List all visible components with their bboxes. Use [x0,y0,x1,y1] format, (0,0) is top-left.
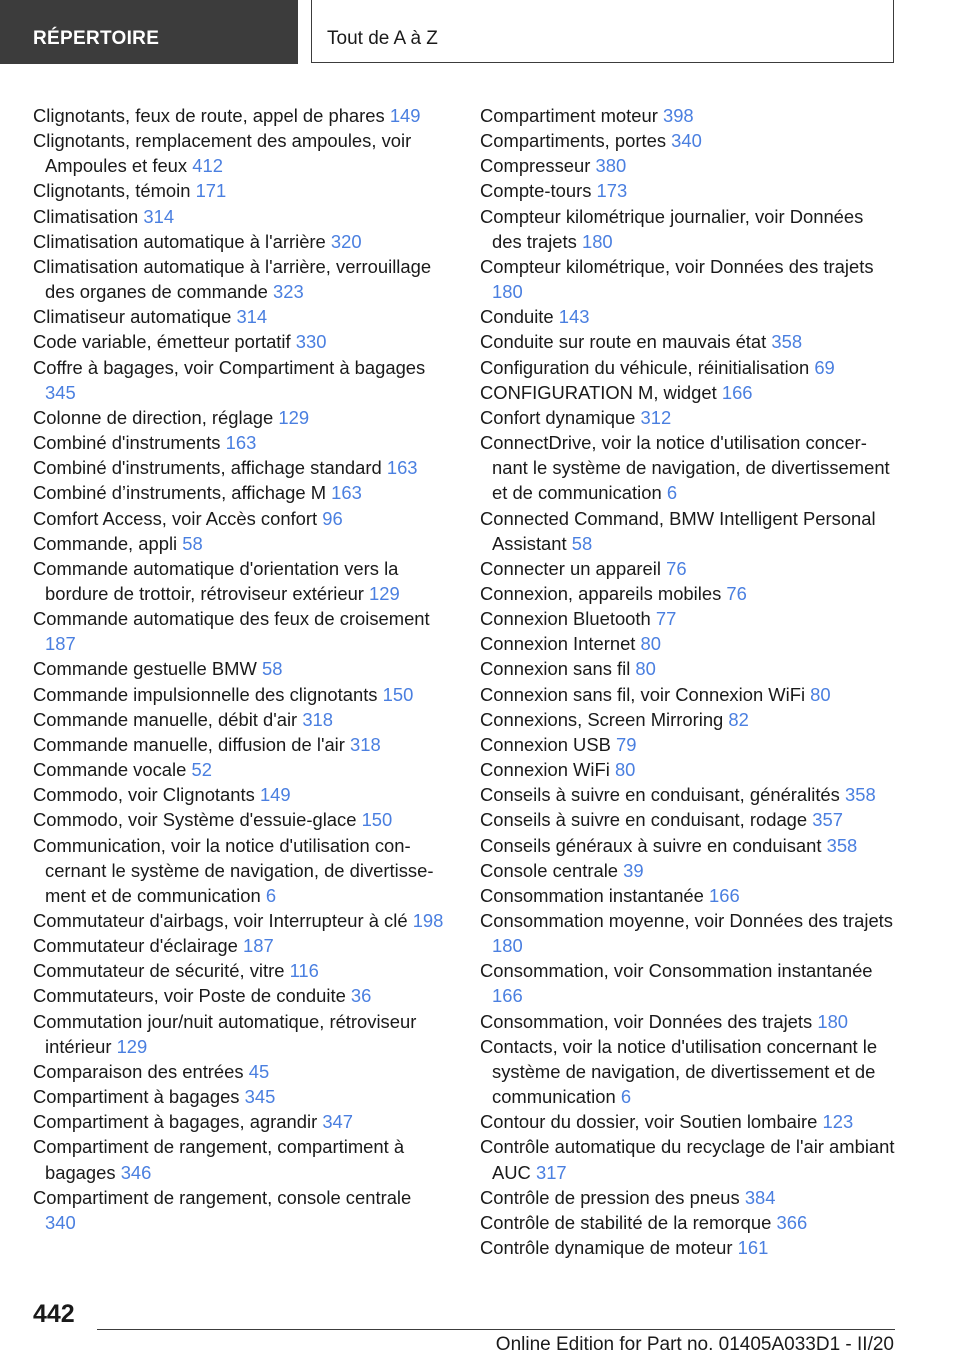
index-entry [480,1185,896,1210]
entry-page-link[interactable]: 143 [558,306,590,328]
entry-page-link[interactable]: 129 [369,582,400,604]
entry-text: Consommation, voir Données des trajets [480,1010,813,1032]
entry-text: Contrôle dynamique de moteur [480,1237,733,1259]
index-entry [33,531,445,556]
entry-page-link[interactable]: 116 [289,960,319,982]
entry-page-link[interactable]: 129 [116,1035,148,1057]
entry-page-link[interactable]: 166 [492,985,523,1007]
index-entry [33,304,445,329]
entry-text: Compartiment à bagages [33,1086,240,1108]
entry-page-link[interactable]: 80 [640,633,661,655]
entry-text: Compresseur [480,155,591,177]
entry-text: Comfort Access, voir Accès confort [33,507,318,529]
index-entry [480,782,896,807]
index-entry [33,908,445,933]
entry-text: Conseils à suivre en conduisant, rodage [480,809,808,831]
entry-text: Commutateurs, voir Poste de conduite [33,985,346,1007]
index-entry [480,153,896,178]
entry-page-link[interactable]: 80 [614,759,636,781]
index-entry [33,983,445,1008]
index-entry [480,682,896,707]
entry-text: Clignotants, remplacement des ampoules, voir Ampoules et feux [33,130,412,177]
entry-text: Connexion, appareils mobiles [480,582,722,604]
entry-text: Connexion Bluetooth [480,608,651,630]
entry-text: Climatisation [33,205,139,227]
entry-text: Conseils généraux à suivre en conduisant [480,834,822,856]
entry-text: Combiné d'instruments, affichage standard [33,457,382,479]
index-entry [33,1009,445,1059]
entry-page-link[interactable]: 123 [822,1111,854,1133]
index-entry [480,606,896,631]
index-entry [480,958,896,1008]
entry-text: Compartiments, portes [480,130,667,152]
entry-page-link[interactable]: 317 [535,1161,567,1183]
entry-text: Commodo, voir Système d'essuie-glace [33,809,357,831]
entry-text: Commande, appli [33,532,178,554]
entry-text: Climatiseur automatique [33,306,232,328]
entry-page-link[interactable]: 173 [596,180,628,202]
index-entry [480,254,896,304]
entry-page-link[interactable]: 76 [666,557,687,579]
entry-page-link[interactable]: 318 [350,733,381,755]
index-entry [480,1109,896,1134]
index-entry [33,178,445,203]
index-entry [33,782,445,807]
entry-page-link[interactable]: 77 [655,608,677,630]
entry-text: Commande gestuelle BMW [33,658,257,680]
index-entry [33,1109,445,1134]
entry-page-link[interactable]: 45 [248,1060,270,1082]
entry-text: Contacts, voir la notice d'utilisation concernant le système de navigation, de divertissement et de communication [480,1035,878,1108]
entry-page-link[interactable]: 150 [382,683,414,705]
entry-page-link[interactable]: 398 [662,105,694,126]
entry-page-link[interactable]: 323 [273,281,304,303]
entry-text: CONFIGURATION M, widget [480,381,717,403]
index-entry [480,304,896,329]
entry-text: Contrôle de pression des pneus [480,1186,740,1208]
entry-page-link[interactable]: 171 [195,180,227,202]
index-entry [33,254,445,304]
entry-text: Combiné d'instruments [33,432,221,454]
index-entry [480,556,896,581]
entry-page-link[interactable]: 180 [581,230,613,252]
index-entry [480,707,896,732]
entry-page-link[interactable]: 187 [243,935,274,957]
entry-page-link[interactable]: 187 [45,633,76,655]
entry-page-link[interactable]: 6 [666,482,678,504]
entry-text: Commutateur d'airbags, voir Interrupteur à clé [33,910,408,931]
entry-page-link[interactable]: 149 [259,784,291,806]
entry-text: Commande automatique d'orientation vers la bordure de trottoir, rétroviseur extérieur [33,557,399,604]
entry-page-link[interactable]: 96 [322,507,343,529]
entry-text: Coffre à bagages, voir Compartiment à bagages [33,356,426,378]
entry-page-link[interactable]: 345 [45,381,76,403]
section-title: RÉPERTOIRE [33,28,160,49]
entry-page-link[interactable]: 384 [744,1186,776,1208]
entry-text: Commande automatique des feux de croisement [33,608,430,630]
section-tab [0,0,298,64]
entry-text: Compte-tours [480,180,592,202]
entry-page-link[interactable]: 52 [191,759,212,781]
index-entry [480,329,896,354]
index-entry [480,1009,896,1034]
entry-text: Clignotants, feux de route, appel de phares [33,105,385,126]
entry-page-link[interactable]: 36 [350,985,372,1007]
entry-text: Climatisation automatique à l'arrière, verrouillage des organes de commande [33,255,432,303]
entry-text: Connexion WiFi [480,759,610,781]
index-entry [33,506,445,531]
subsection-title: Tout de A à Z [327,28,438,49]
entry-page-link[interactable]: 358 [771,331,803,353]
entry-page-link[interactable]: 320 [330,230,362,252]
entry-page-link[interactable]: 80 [635,658,656,680]
entry-page-link[interactable]: 347 [322,1111,354,1133]
entry-page-link[interactable]: 166 [709,884,740,906]
entry-page-link[interactable]: 318 [302,708,333,730]
entry-text: Connexion Internet [480,633,636,655]
entry-text: Compartiment de rangement, compartiment à bagages [33,1136,405,1183]
entry-text: Compartiment moteur [480,105,658,126]
entry-page-link[interactable]: 163 [331,482,362,504]
entry-page-link[interactable]: 150 [361,809,393,831]
entry-text: Conseils à suivre en conduisant, généralités [480,784,840,806]
index-entry [33,656,445,681]
entry-page-link[interactable]: 58 [571,532,593,554]
entry-text: Comparaison des entrées [33,1060,244,1082]
index-entry [480,581,896,606]
entry-text: Consommation instantanée [480,884,704,906]
index-entry [33,430,445,455]
index-entry [33,807,445,832]
entry-text: Compteur kilométrique, voir Données des trajets [480,255,874,277]
entry-page-link[interactable]: 69 [814,356,835,378]
index-entry [33,480,445,505]
entry-text: Contrôle automatique du recyclage de l'air ambiant AUC [480,1136,895,1183]
entry-page-link[interactable]: 39 [623,859,644,881]
entry-text: Compartiment de rangement, console centrale [33,1186,412,1208]
entry-text: Configuration du véhicule, réinitialisation [480,356,810,378]
index-entry [480,103,896,128]
index-entry [33,556,445,606]
entry-text: Connected Command, BMW Intelligent Personal Assistant [480,507,876,554]
entry-page-link[interactable]: 166 [721,381,753,403]
index-entry [33,682,445,707]
entry-page-link[interactable]: 312 [640,406,672,428]
entry-text: Conduite [480,306,554,328]
index-entry [480,656,896,681]
footer-divider [97,1329,895,1330]
index-column-right [480,103,896,1260]
index-column-left [33,103,445,1235]
index-entry [480,405,896,430]
entry-page-link[interactable]: 314 [236,306,268,328]
entry-text: Climatisation automatique à l'arrière [33,230,326,252]
entry-page-link[interactable]: 412 [192,155,223,177]
index-entry [480,732,896,757]
entry-page-link[interactable]: 380 [595,155,627,177]
index-entry [480,883,896,908]
entry-text: Connexions, Screen Mirroring [480,708,724,730]
entry-text: Code variable, émetteur portatif [33,331,291,353]
index-entry [33,757,445,782]
index-entry [480,178,896,203]
index-entry [33,833,445,908]
entry-text: Combiné d’instruments, affichage M [33,482,327,504]
index-entry [33,128,445,178]
entry-text: Colonne de direction, réglage [33,406,274,428]
entry-text: Commande impulsionnelle des clignotants [33,683,378,705]
entry-text: Consommation, voir Consommation instantanée [480,960,873,982]
entry-page-link[interactable]: 345 [244,1086,276,1108]
entry-page-link[interactable]: 198 [412,910,444,931]
index-entry [480,506,896,556]
entry-page-link[interactable]: 358 [844,784,876,806]
index-entry [480,380,896,405]
index-entry [33,606,445,656]
entry-page-link[interactable]: 340 [45,1211,76,1233]
entry-page-link[interactable]: 180 [492,281,523,303]
entry-page-link[interactable]: 82 [728,708,749,730]
entry-page-link[interactable]: 163 [225,432,257,454]
index-entry [480,807,896,832]
entry-text: Clignotants, témoin [33,180,191,202]
index-entry [33,455,445,480]
entry-text: Connecter un appareil [480,557,661,579]
entry-page-link[interactable]: 358 [826,834,858,856]
index-entry [480,1235,896,1260]
index-entry [33,1134,445,1184]
entry-text: Connexion sans fil [480,658,631,680]
entry-page-link[interactable]: 340 [671,130,702,152]
index-entry [33,1084,445,1109]
entry-text: Consommation moyenne, voir Données des trajets [480,910,893,931]
index-entry [480,833,896,858]
entry-page-link[interactable]: 6 [620,1086,632,1108]
index-entry [480,1210,896,1235]
entry-page-link[interactable]: 330 [295,331,327,353]
entry-page-link[interactable]: 58 [261,658,283,680]
index-entry [33,732,445,757]
entry-page-link[interactable]: 58 [182,532,203,554]
index-entry [480,1134,896,1184]
subsection-tab [311,0,894,63]
entry-page-link[interactable]: 80 [810,683,831,705]
index-entry [480,204,896,254]
index-entry [480,631,896,656]
entry-text: Confort dynamique [480,406,636,428]
entry-text: Contrôle de stabilité de la remorque [480,1211,772,1233]
index-entry [33,933,445,958]
entry-text: Connexion USB [480,733,611,755]
entry-page-link[interactable]: 366 [776,1211,808,1233]
entry-page-link[interactable]: 149 [389,105,421,126]
entry-page-link[interactable]: 79 [615,733,637,755]
entry-text: Conduite sur route en mauvais état [480,331,767,353]
index-entry [33,103,445,128]
index-entry [33,229,445,254]
entry-page-link[interactable]: 180 [817,1010,849,1032]
entry-page-link[interactable]: 163 [386,457,418,479]
index-entry [480,1034,896,1109]
entry-page-link[interactable]: 129 [278,406,310,428]
index-entry [33,707,445,732]
entry-page-link[interactable]: 357 [812,809,843,831]
entry-text: Commutateur d'éclairage [33,935,238,957]
entry-page-link[interactable]: 76 [726,582,747,604]
index-entry [33,958,445,983]
entry-text: Commutateur de sécurité, vitre [33,960,285,982]
entry-page-link[interactable]: 6 [265,884,277,906]
entry-text: Commodo, voir Clignotants [33,784,255,806]
entry-text: Console centrale [480,859,619,881]
entry-text: Commande manuelle, débit d'air [33,708,298,730]
entry-text: Connexion sans fil, voir Connexion WiFi [480,683,806,705]
index-entry [33,1185,445,1235]
footer-edition: Online Edition for Part no. 01405A033D1 - II/20 [495,1334,894,1355]
index-entry [33,405,445,430]
entry-page-link[interactable]: 346 [120,1161,152,1183]
entry-text: Communication, voir la notice d'utilisation concernant le système de navigation, de divertissement et de communication [33,834,434,906]
entry-text: Commutation jour/nuit automatique, rétroviseur intérieur [33,1010,417,1057]
entry-page-link[interactable]: 161 [737,1237,769,1259]
entry-text: ConnectDrive, voir la notice d'utilisation concernant le système de navigation, de divertissement et de communication [480,432,890,504]
index-entry [33,1059,445,1084]
index-entry [480,908,896,958]
index-entry [480,757,896,782]
entry-text: Commande vocale [33,759,187,781]
index-entry [480,128,896,153]
entry-page-link[interactable]: 314 [143,205,175,227]
entry-page-link[interactable]: 180 [492,935,523,957]
index-entry [480,430,896,505]
index-entry [33,329,445,354]
index-entry [480,355,896,380]
entry-text: Contour du dossier, voir Soutien lombaire [480,1111,818,1133]
page-number: 442 [33,1300,75,1328]
index-entry [33,355,445,405]
index-entry [480,858,896,883]
index-entry [33,204,445,229]
entry-text: Commande manuelle, diffusion de l'air [33,733,345,755]
entry-text: Compteur kilométrique journalier, voir Données des trajets [480,205,864,252]
entry-text: Compartiment à bagages, agrandir [33,1111,318,1133]
